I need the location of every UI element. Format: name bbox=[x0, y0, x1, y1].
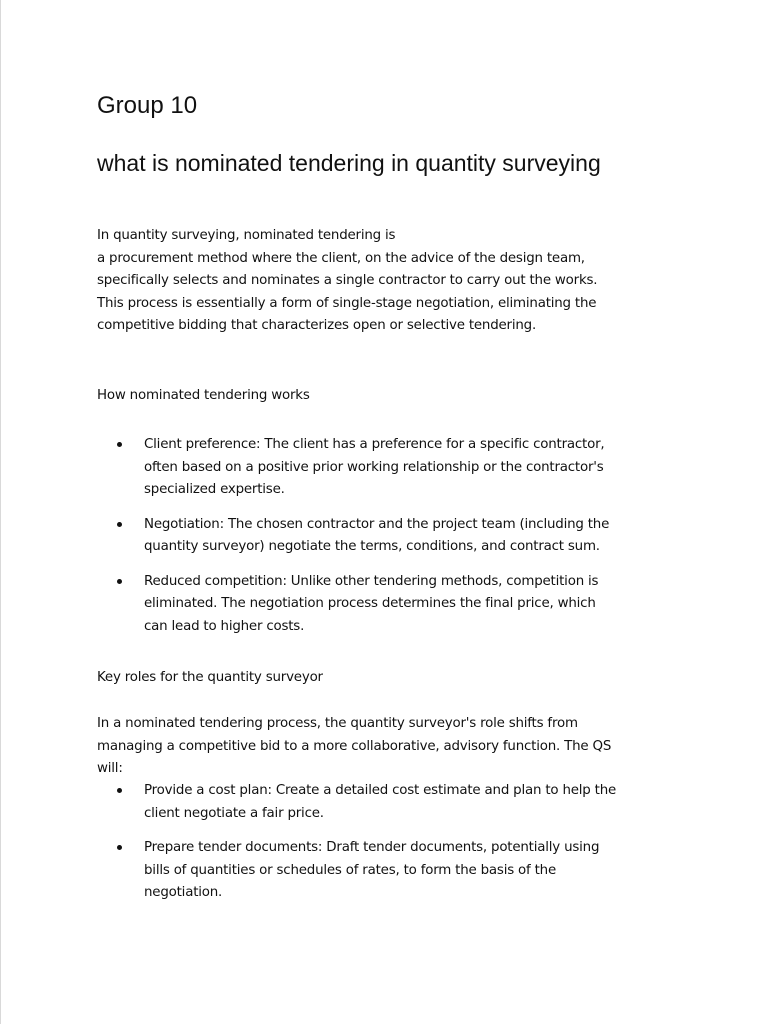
intro-line: This process is essentially a form of single-stage negotiation, eliminating the bbox=[97, 295, 597, 311]
roles-intro-line: will: bbox=[97, 761, 123, 776]
bullet-icon bbox=[117, 845, 122, 850]
roles-list bbox=[97, 780, 697, 917]
intro-paragraph bbox=[97, 225, 687, 338]
key-roles-heading: Key roles for the quantity surveyor bbox=[97, 670, 323, 685]
bullet-icon bbox=[117, 579, 122, 584]
list-item-line: Client preference: The client has a preference for a specific contractor, bbox=[144, 437, 605, 452]
intro-line: In quantity surveying, nominated tendering is bbox=[97, 228, 396, 243]
list-item bbox=[97, 780, 697, 825]
list-item-line: specialized expertise. bbox=[144, 482, 285, 497]
bullet-icon bbox=[117, 442, 122, 447]
list-item-line: Provide a cost plan: Create a detailed cost estimate and plan to help the bbox=[144, 783, 617, 798]
list-item-line: eliminated. The negotiation process determines the final price, which bbox=[144, 596, 596, 611]
roles-intro-line: In a nominated tendering process, the quantity surveyor's role shifts from bbox=[97, 716, 578, 731]
list-item-line: Prepare tender documents: Draft tender documents, potentially using bbox=[144, 840, 600, 855]
list-item-line: quantity surveyor) negotiate the terms, conditions, and contract sum. bbox=[144, 539, 600, 554]
list-item-line: bills of quantities or schedules of rates, to form the basis of the bbox=[144, 862, 556, 878]
how-it-works-heading: How nominated tendering works bbox=[97, 388, 310, 403]
list-item-line: Reduced competition: Unlike other tendering methods, competition is bbox=[144, 573, 599, 589]
roles-intro-paragraph bbox=[97, 713, 687, 781]
how-it-works-list bbox=[97, 434, 697, 650]
bullet-icon bbox=[117, 788, 122, 793]
list-item-line: client negotiate a fair price. bbox=[144, 805, 324, 821]
list-item bbox=[97, 434, 697, 502]
roles-intro-line: managing a competitive bid to a more collaborative, advisory function. The QS bbox=[97, 738, 612, 754]
list-item-line: often based on a positive prior working relationship or the contractor's bbox=[144, 459, 604, 475]
document-title: what is nominated tendering in quantity surveying bbox=[97, 150, 601, 176]
intro-line: specifically selects and nominates a single contractor to carry out the works. bbox=[97, 273, 598, 288]
intro-line: competitive bidding that characterizes open or selective tendering. bbox=[97, 318, 537, 333]
list-item bbox=[97, 514, 697, 559]
list-item-line: negotiation. bbox=[144, 885, 223, 900]
group-title: Group 10 bbox=[97, 92, 198, 119]
intro-line: a procurement method where the client, on the advice of the design team, bbox=[97, 250, 585, 266]
bullet-icon bbox=[117, 522, 122, 527]
list-item-line: can lead to higher costs. bbox=[144, 618, 305, 634]
list-item-line: Negotiation: The chosen contractor and the project team (including the bbox=[144, 516, 610, 532]
list-item bbox=[97, 837, 697, 905]
list-item bbox=[97, 571, 697, 639]
